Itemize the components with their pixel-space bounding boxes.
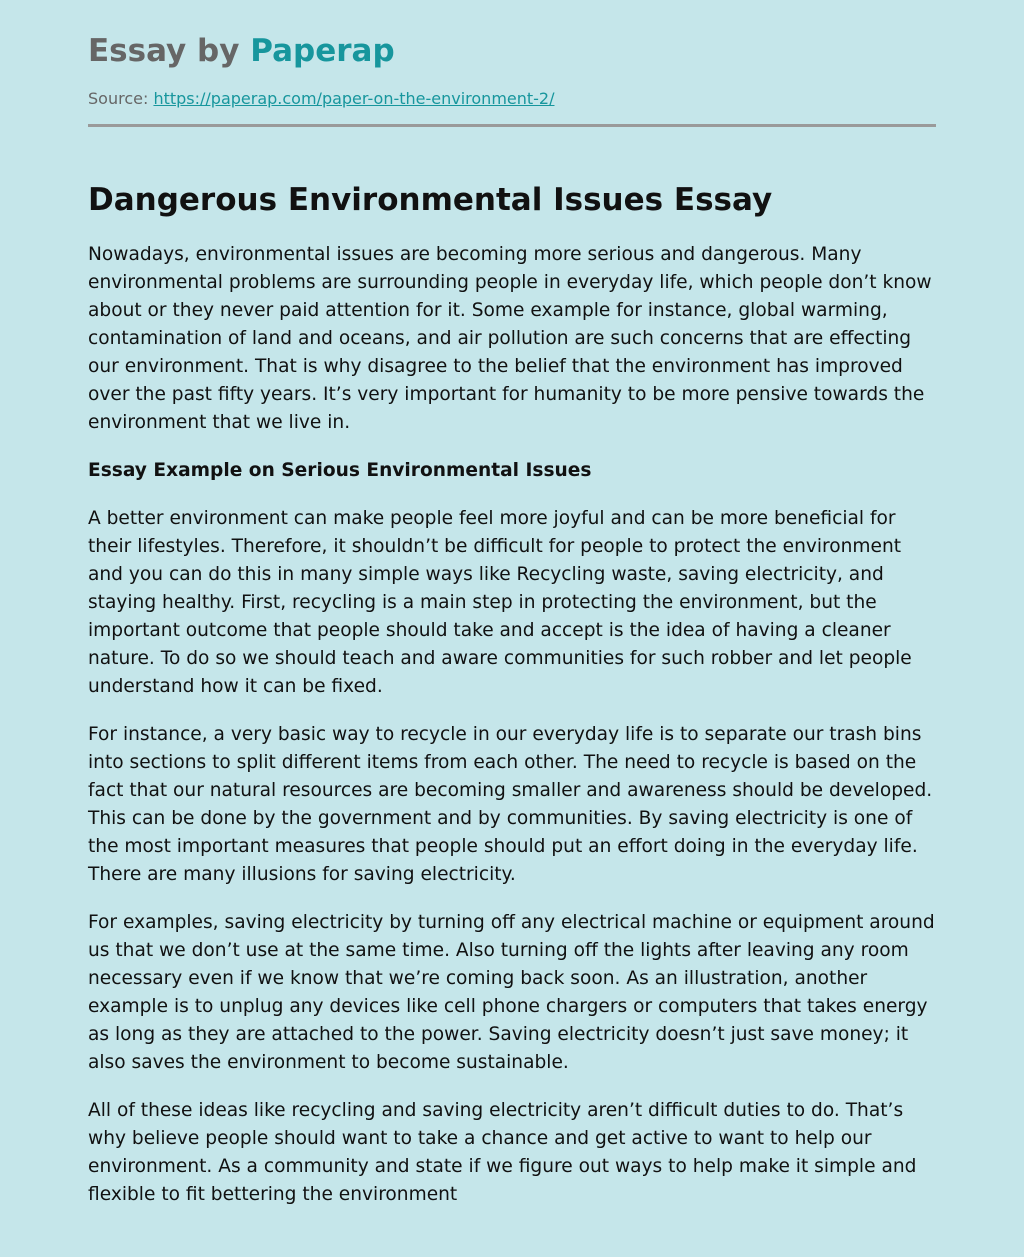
body-paragraph: For instance, a very basic way to recycle in our everyday life is to separate our trash bins into sections to split different items from each other. The need to recycle is based on the fact that our natural resources are becoming smaller and awareness should be developed. This can be done by the government and by communities. By saving electricity is one of the most important measures that people should put an effort doing in the everyday life. There are many illusions for saving electricity. bbox=[88, 724, 933, 885]
article-body bbox=[88, 241, 938, 1229]
site-brand[interactable] bbox=[88, 31, 395, 71]
body-paragraph: A better environment can make people feel more joyful and can be more beneficial for their lifestyles. Therefore, it shouldn’t be difficult for people to protect the environment and you can do this in many simple ways like Recycling waste, saving electricity, and staying healthy. First, recycling is a main step in protecting the environment, but the important outcome that people should take and accept is the idea of having a cleaner nature. To do so we should teach and aware communities for such robber and let people understand how it can be fixed. bbox=[88, 508, 912, 697]
intro-paragraph: Nowadays, environmental issues are becoming more serious and dangerous. Many environmental problems are surrounding people in everyday life, which people don’t know about or they never paid attention for it. Some example for instance, global warming, contamination of land and oceans, and air pollution are such concerns that are effecting our environment. That is why disagree to the belief that the environment has improved over the past fifty years. It’s very important for humanity to be more pensive towards the environment that we live in. bbox=[88, 244, 932, 433]
source-line bbox=[88, 88, 555, 110]
section-subheading: Essay Example on Serious Environmental Issues bbox=[88, 460, 592, 481]
source-link[interactable]: https://paperap.com/paper-on-the-environment-2/ bbox=[153, 89, 555, 108]
header-divider bbox=[88, 124, 936, 127]
source-label: Source: bbox=[88, 89, 149, 108]
brand-prefix: Essay by bbox=[88, 33, 240, 69]
body-paragraph: All of these ideas like recycling and saving electricity aren’t difficult duties to do. That’s why believe people should want to take a chance and get active to want to help our environment. As a community and state if we figure out ways to help make it simple and flexible to fit bettering the environment bbox=[88, 1100, 917, 1205]
brand-name: Paperap bbox=[250, 33, 395, 69]
article-title: Dangerous Environmental Issues Essay bbox=[88, 182, 773, 218]
body-paragraph: For examples, saving electricity by turning off any electrical machine or equipment around us that we don’t use at the same time. Also turning off the lights after leaving any room necessary even if we know that we’re coming back soon. As an illustration, another example is to unplug any devices like cell phone chargers or computers that takes energy as long as they are attached to the power. Saving electricity doesn’t just save money; it also saves the environment to become sustainable. bbox=[88, 912, 935, 1073]
